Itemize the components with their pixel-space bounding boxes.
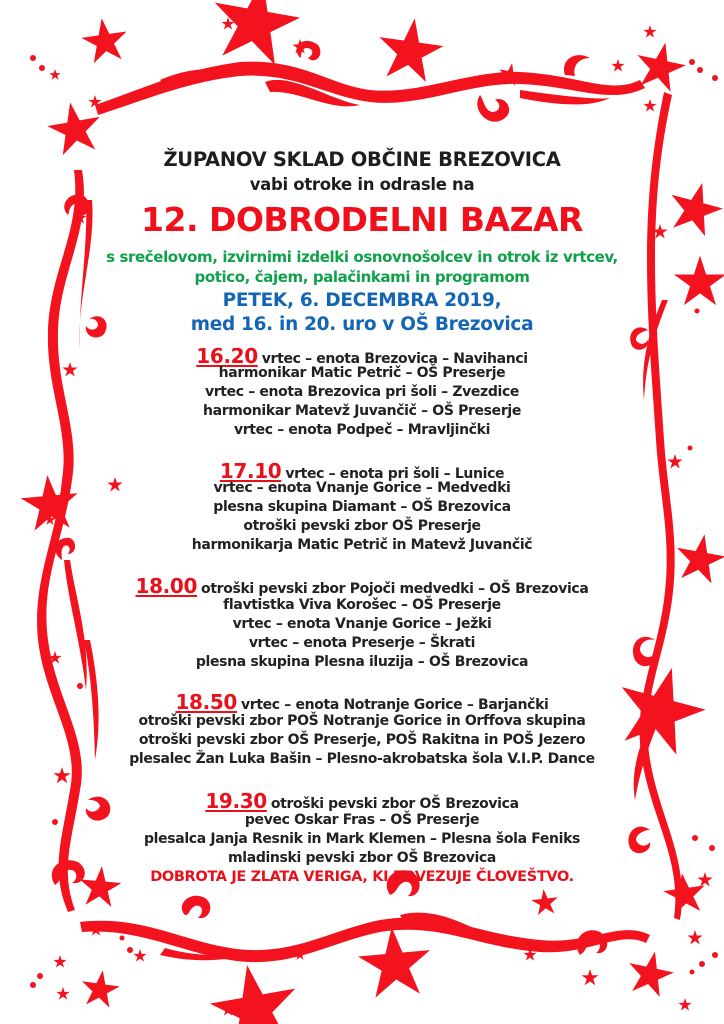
subtitle-line: potico, čajem, palačinkami in programom — [194, 268, 530, 286]
program-item: plesna skupina Diamant – OŠ Brezovica — [213, 499, 511, 515]
event-title: 12. DOBRODELNI BAZAR — [141, 200, 583, 239]
invite-line: vabi otroke in odrasle na — [249, 175, 475, 194]
program-item: vrtec – enota Brezovica – Navihanci — [261, 351, 528, 367]
poster-content — [100, 0, 624, 1024]
program-item: otroški pevski zbor POŠ Notranje Gorice in Orffova skupina — [138, 713, 586, 729]
program-item: vrtec – enota Notranje Gorice – Barjančki — [240, 697, 549, 713]
program-item: pevec Oskar Fras – OŠ Preserje — [244, 812, 480, 828]
closing-motto: DOBROTA JE ZLATA VERIGA, KI POVEZUJE ČLOVEŠTVO. — [150, 869, 574, 885]
program-item: harmonikar Matevž Juvančič – OŠ Preserje — [203, 403, 521, 419]
program-block-1800-first — [60, 574, 664, 598]
event-time-place: med 16. in 20. uro v OŠ Brezovica — [190, 314, 534, 335]
program-item: vrtec – enota Podpeč – Mravljinčki — [233, 422, 491, 438]
program-time: 19.30 — [205, 789, 267, 813]
program-time: 16.20 — [196, 344, 258, 368]
program-item: plesalec Žan Luka Bašin – Plesno-akrobatska šola V.I.P. Dance — [129, 751, 595, 767]
program-item: otroški pevski zbor Pojoči medvedki – OŠ Brezovica — [201, 581, 589, 597]
program-item: otroški pevski zbor OŠ Preserje — [243, 518, 481, 534]
event-date: PETEK, 6. DECEMBRA 2019, — [222, 290, 502, 311]
program-item: vrtec – enota Vnanje Gorice – Ježki — [232, 616, 492, 632]
program-time: 18.50 — [175, 690, 237, 714]
program-item: vrtec – enota Brezovica pri šoli – Zvezdice — [204, 384, 520, 400]
program-item: vrtec – enota Vnanje Gorice – Medvedki — [213, 480, 511, 496]
program-item: harmonikarja Matic Petrič in Matevž Juvančič — [191, 537, 533, 553]
program-block-1850-first — [60, 690, 664, 714]
program-item: plesna skupina Plesna iluzija – OŠ Brezovica — [195, 654, 529, 670]
program-block-1930-first — [60, 789, 664, 813]
program-item: harmonikar Matic Petrič – OŠ Preserje — [218, 365, 506, 381]
program-item: otroški pevski zbor OŠ Preserje, POŠ Rakitna in POŠ Jezero — [138, 732, 586, 748]
program-item: vrtec – enota pri šoli – Lunice — [285, 466, 505, 482]
organizer-heading: ŽUPANOV SKLAD OBČINE BREZOVICA — [163, 148, 561, 171]
program-item: plesalca Janja Resnik in Mark Klemen – Plesna šola Feniks — [143, 831, 581, 847]
program-time: 17.10 — [219, 459, 282, 483]
program-time: 18.00 — [135, 574, 198, 598]
program-item: flavtistka Viva Korošec – OŠ Preserje — [223, 597, 501, 613]
program-item: vrtec – enota Preserje – Škrati — [248, 635, 476, 651]
program-item: mladinski pevski zbor OŠ Brezovica — [228, 850, 496, 866]
subtitle-line: s srečelovom, izvirnimi izdelki osnovnošolcev in otrok iz vrtcev, — [106, 248, 618, 266]
program-item: otroški pevski zbor OŠ Brezovica — [270, 796, 519, 812]
